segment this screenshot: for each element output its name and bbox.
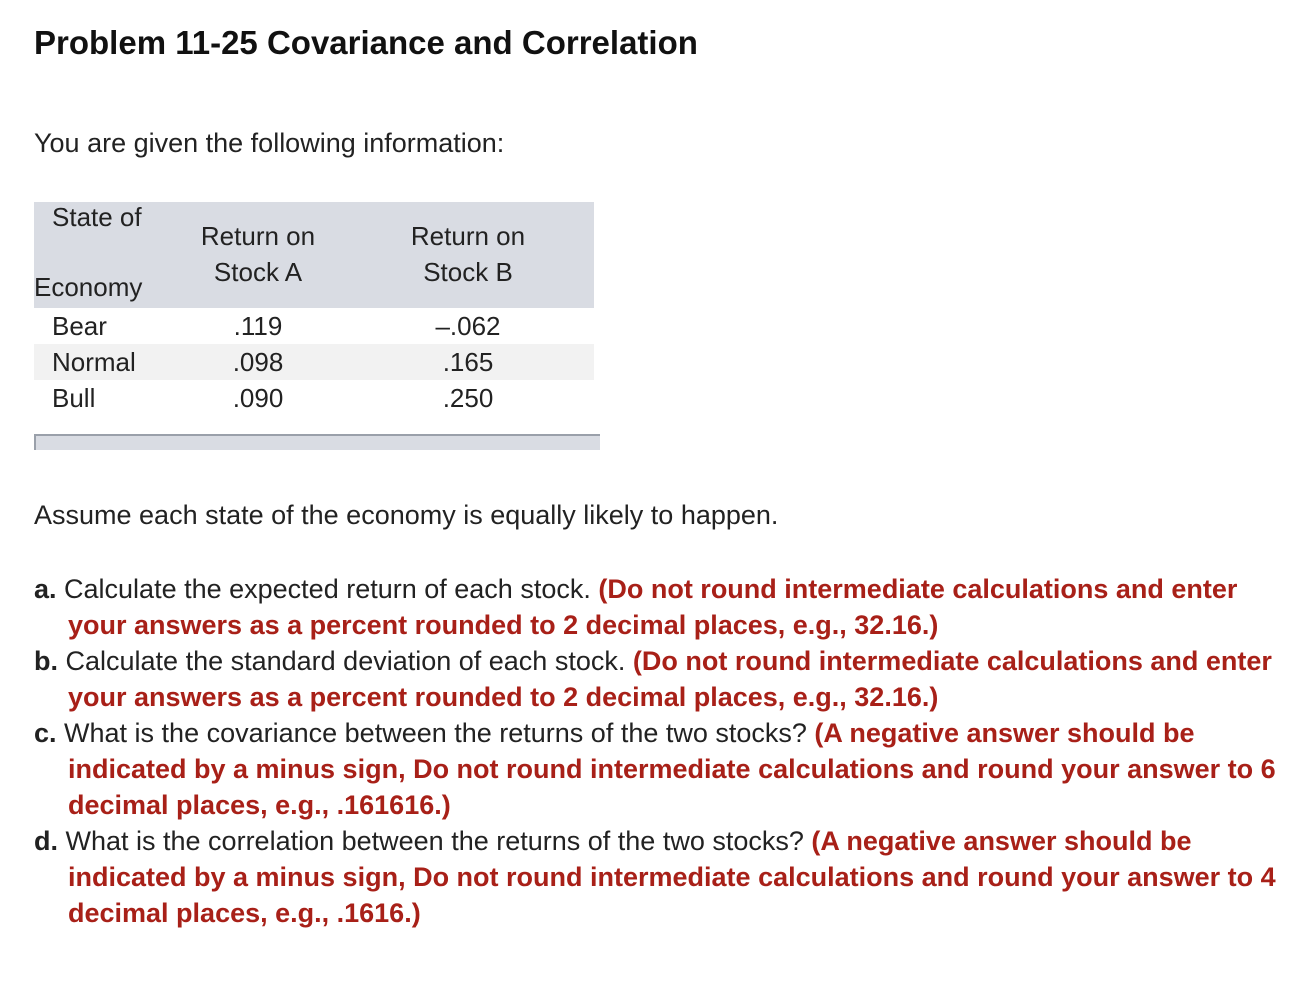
stock-a-cell: .098 xyxy=(232,347,284,377)
header-state-line2: Economy xyxy=(34,272,143,302)
stock-a-cell: .119 xyxy=(233,311,283,341)
question-label: b. xyxy=(34,646,58,676)
returns-table xyxy=(34,202,594,416)
question-text: What is the correlation between the returns of the two stocks? xyxy=(58,826,812,856)
table-row xyxy=(34,344,594,380)
assumption-text: Assume each state of the economy is equally likely to happen. xyxy=(34,500,779,530)
table-row xyxy=(34,380,594,416)
header-state-line1: State of xyxy=(52,202,142,232)
question-b xyxy=(34,643,1294,715)
question-note: (A negative answer should be indicated by a minus sign, Do not round intermediate calculations and round your answer to 6 decimal places, e.g., .161616.) xyxy=(68,718,1276,820)
question-label: c. xyxy=(34,718,57,748)
state-cell: Normal xyxy=(52,347,136,377)
stock-b-cell: –.062 xyxy=(435,311,501,341)
state-cell: Bear xyxy=(52,311,107,341)
question-note: (Do not round intermediate calculations and enter your answers as a percent rounded to 2 decimal places, e.g., 32.16.) xyxy=(68,646,1272,712)
header-stock-b xyxy=(398,218,538,290)
header-stock-a xyxy=(188,218,328,290)
question-d xyxy=(34,823,1294,931)
question-text: Calculate the standard deviation of each stock. xyxy=(58,646,633,676)
table-row xyxy=(34,308,594,344)
question-note: (A negative answer should be indicated by a minus sign, Do not round intermediate calculations and round your answer to 4 decimal places, e.g., .1616.) xyxy=(68,826,1276,928)
question-label: d. xyxy=(34,826,58,856)
state-cell: Bull xyxy=(52,383,96,413)
header-stock-a-line2: Stock A xyxy=(213,257,303,287)
header-stock-b-line1: Return on xyxy=(410,221,526,251)
header-stock-b-line2: Stock B xyxy=(423,257,513,287)
stock-b-cell: .250 xyxy=(442,383,494,413)
question-a xyxy=(34,571,1294,643)
question-text: Calculate the expected return of each stock. xyxy=(56,574,599,604)
question-note: (Do not round intermediate calculations and enter your answers as a percent rounded to 2 decimal places, e.g., 32.16.) xyxy=(68,574,1238,640)
question-text: What is the covariance between the returns of the two stocks? xyxy=(56,718,815,748)
page-title: Problem 11-25 Covariance and Correlation xyxy=(34,24,698,61)
header-stock-a-line1: Return on xyxy=(200,221,316,251)
stock-a-cell: .090 xyxy=(232,383,284,413)
intro-text: You are given the following information: xyxy=(34,128,505,158)
question-list xyxy=(34,571,1294,931)
question-c xyxy=(34,715,1294,823)
table-header xyxy=(34,202,594,308)
table-footer-bar xyxy=(34,434,600,450)
stock-b-cell: .165 xyxy=(442,347,494,377)
question-label: a. xyxy=(34,574,57,604)
